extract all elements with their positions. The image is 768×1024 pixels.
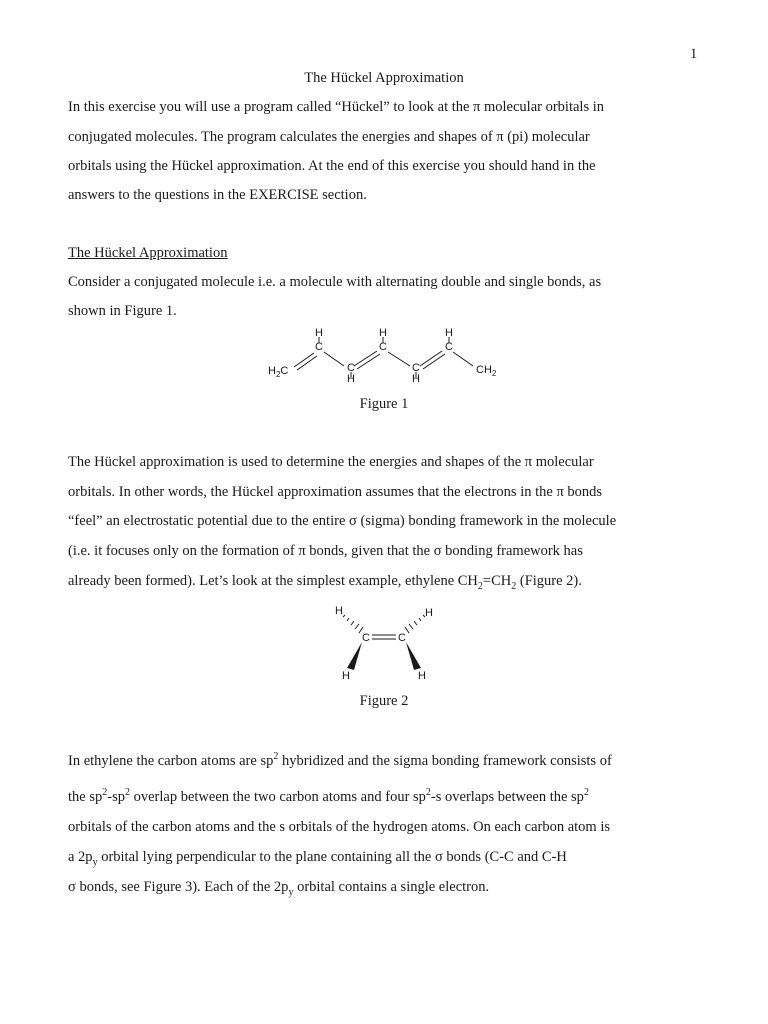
fig1-c-2: C <box>379 341 387 353</box>
figure-1-caption: Figure 1 <box>359 396 409 412</box>
fig2-c-right: C <box>398 632 406 644</box>
para2-line-4: (i.e. it focuses only on the formation of π bonds, given that the σ bonding framework has <box>68 543 583 559</box>
intro-line-3: orbitals using the Hückel approximation. At the end of this exercise you should hand in the <box>68 158 596 174</box>
fig1-h2c-label: $H_2C$ <box>268 365 289 379</box>
para2-line-1: The Hückel approximation is used to determine the energies and shapes of the π molecular <box>68 454 594 470</box>
para3-line-5: σ bonds, see Figure 3). Each of the $2p_y$ orbital contains a single electron. <box>68 879 490 898</box>
intro-line-4: answers to the questions in the EXERCISE section. <box>68 187 367 203</box>
fig1-c-5: C <box>412 362 420 374</box>
fig1-c-4: C <box>347 362 355 374</box>
fig1-h-5: H <box>412 373 420 385</box>
section-heading: The Hückel Approximation <box>68 245 228 261</box>
para2-line-3: “feel” an electrostatic potential due to the entire σ (sigma) bonding framework in the molecule <box>68 513 617 529</box>
fig2-wedge-left <box>347 642 362 670</box>
para2-line-2: orbitals. In other words, the Hückel approximation assumes that the electrons in the π bonds <box>68 484 603 500</box>
fig1-c-3: C <box>445 341 453 353</box>
figure-1-molecule <box>258 322 518 392</box>
page-number: 1 <box>690 46 698 62</box>
para3-line-4: a $2p_y$ orbital lying perpendicular to the plane containing all the σ bonds (C-C and C-H <box>68 849 567 868</box>
intro-line-1: In this exercise you will use a program called “Hückel” to look at the π molecular orbitals in <box>68 99 604 115</box>
para3-line-1: In ethylene the carbon atoms are $sp^2$ hybridized and the sigma bonding framework consists of <box>68 751 612 769</box>
para3-line-2: the $sp^2-sp^2$ overlap between the two carbon atoms and four $sp^2-s$ overlaps between the $sp^2$ <box>68 787 589 805</box>
fig2-h-bottom-right: H <box>418 670 426 682</box>
fig1-h-1: H <box>315 327 323 339</box>
fig1-ch2-label: $CH_2$ <box>476 364 497 378</box>
fig1-c-1: C <box>315 341 323 353</box>
document-title: The Hückel Approximation <box>304 70 464 86</box>
figure-2-molecule <box>330 600 440 685</box>
fig1-h-3: H <box>445 327 453 339</box>
fig1-h-4: H <box>347 373 355 385</box>
fig2-h-bottom-left: H <box>342 670 350 682</box>
fig2-wedge-right <box>406 642 421 670</box>
fig2-h-top-left: H <box>335 605 343 617</box>
fig1-h-2: H <box>379 327 387 339</box>
para3-line-3: orbitals of the carbon atoms and the s orbitals of the hydrogen atoms. On each carbon atom is <box>68 819 610 835</box>
para1-line-2: shown in Figure 1. <box>68 303 177 319</box>
para1-line-1: Consider a conjugated molecule i.e. a molecule with alternating double and single bonds, as <box>68 274 602 290</box>
intro-line-2: conjugated molecules. The program calculates the energies and shapes of π (pi) molecular <box>68 129 590 145</box>
fig2-h-top-right: H <box>425 607 433 619</box>
para2-line-5: already been formed). Let’s look at the simplest example, ethylene $CH_2=CH_2$ (Figure 2). <box>68 573 582 592</box>
fig2-c-left: C <box>362 632 370 644</box>
figure-2-caption: Figure 2 <box>359 693 409 709</box>
